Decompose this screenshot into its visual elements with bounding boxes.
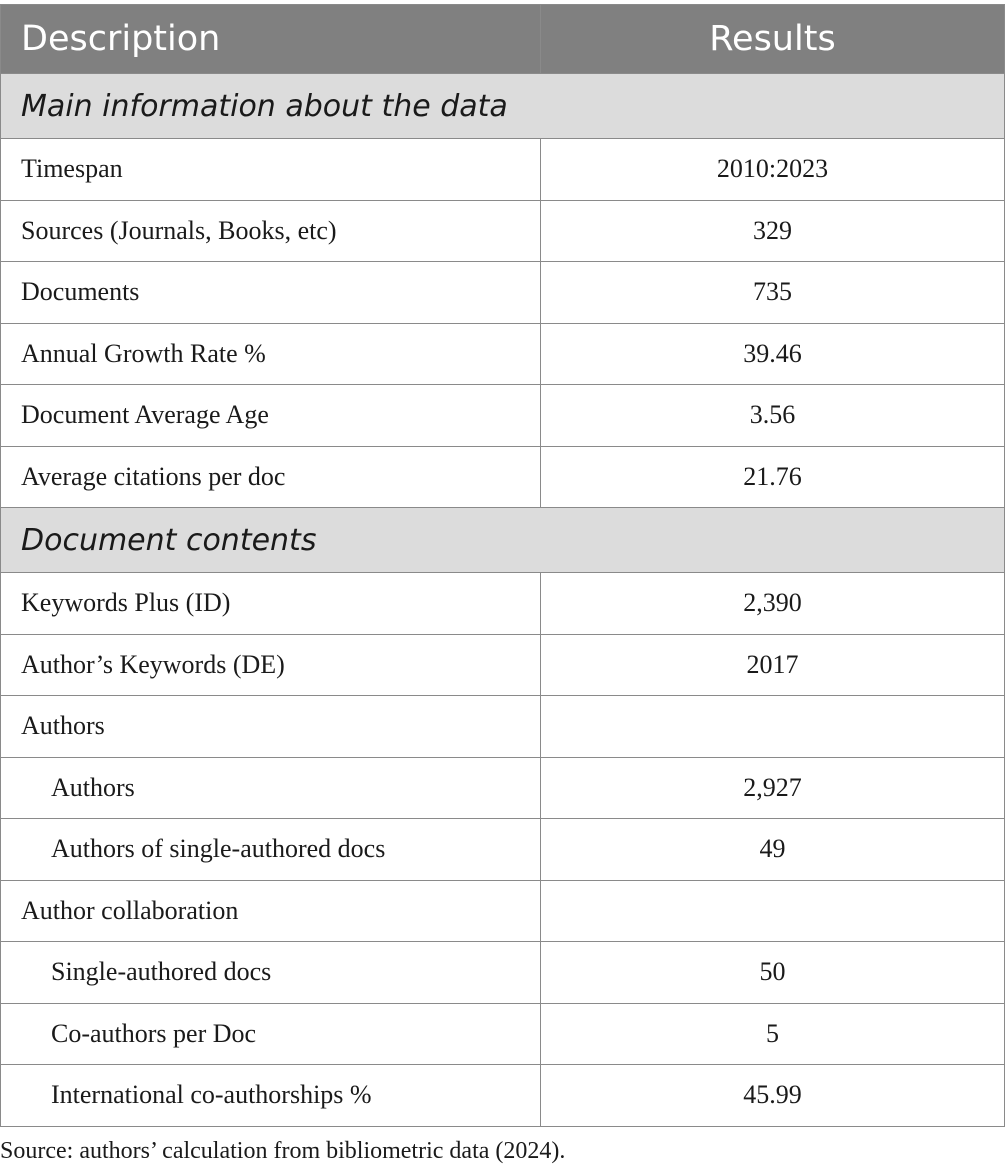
- table-row: [1, 200, 1005, 262]
- table-row: [1, 139, 1005, 201]
- row-label: Authors: [1, 696, 541, 758]
- row-value: 329: [541, 200, 1005, 262]
- table-row: [1, 573, 1005, 635]
- row-label: Document Average Age: [1, 385, 541, 447]
- row-value: 2017: [541, 634, 1005, 696]
- row-label: Authors: [1, 757, 541, 819]
- row-value: 45.99: [541, 1065, 1005, 1127]
- table-row: [1, 696, 1005, 758]
- row-label: Average citations per doc: [1, 446, 541, 508]
- table-row: [1, 1065, 1005, 1127]
- table-header-row: [1, 5, 1005, 74]
- table-row: [1, 1003, 1005, 1065]
- row-value: 21.76: [541, 446, 1005, 508]
- section-title: Document contents: [1, 508, 1005, 573]
- section-row-main-information: [1, 74, 1005, 139]
- results-table: [0, 4, 1005, 1127]
- row-label: International co-authorships %: [1, 1065, 541, 1127]
- table-row: [1, 385, 1005, 447]
- row-label: Annual Growth Rate %: [1, 323, 541, 385]
- row-label: Sources (Journals, Books, etc): [1, 200, 541, 262]
- row-label: Timespan: [1, 139, 541, 201]
- row-value: 2,390: [541, 573, 1005, 635]
- header-results: Results: [541, 5, 1005, 74]
- table-row: [1, 446, 1005, 508]
- source-footnote: Source: authors’ calculation from bibliometric data (2024).: [0, 1138, 566, 1164]
- section-row-document-contents: [1, 508, 1005, 573]
- table-row: [1, 942, 1005, 1004]
- row-label: Author collaboration: [1, 880, 541, 942]
- row-value: 735: [541, 262, 1005, 324]
- row-value: 2,927: [541, 757, 1005, 819]
- row-value: 39.46: [541, 323, 1005, 385]
- table-row: [1, 262, 1005, 324]
- row-label: Author’s Keywords (DE): [1, 634, 541, 696]
- table-row: [1, 323, 1005, 385]
- row-label: Documents: [1, 262, 541, 324]
- row-value: 5: [541, 1003, 1005, 1065]
- table-row: [1, 634, 1005, 696]
- row-value: 49: [541, 819, 1005, 881]
- row-value: 50: [541, 942, 1005, 1004]
- table-row: [1, 757, 1005, 819]
- table-row: [1, 819, 1005, 881]
- row-label: Co-authors per Doc: [1, 1003, 541, 1065]
- row-value: 3.56: [541, 385, 1005, 447]
- row-label: Keywords Plus (ID): [1, 573, 541, 635]
- row-value: 2010:2023: [541, 139, 1005, 201]
- header-description: Description: [1, 5, 541, 74]
- row-value: [541, 696, 1005, 758]
- row-label: Single-authored docs: [1, 942, 541, 1004]
- table-row: [1, 880, 1005, 942]
- section-title: Main information about the data: [1, 74, 1005, 139]
- row-value: [541, 880, 1005, 942]
- row-label: Authors of single-authored docs: [1, 819, 541, 881]
- results-table-container: [0, 4, 1004, 1127]
